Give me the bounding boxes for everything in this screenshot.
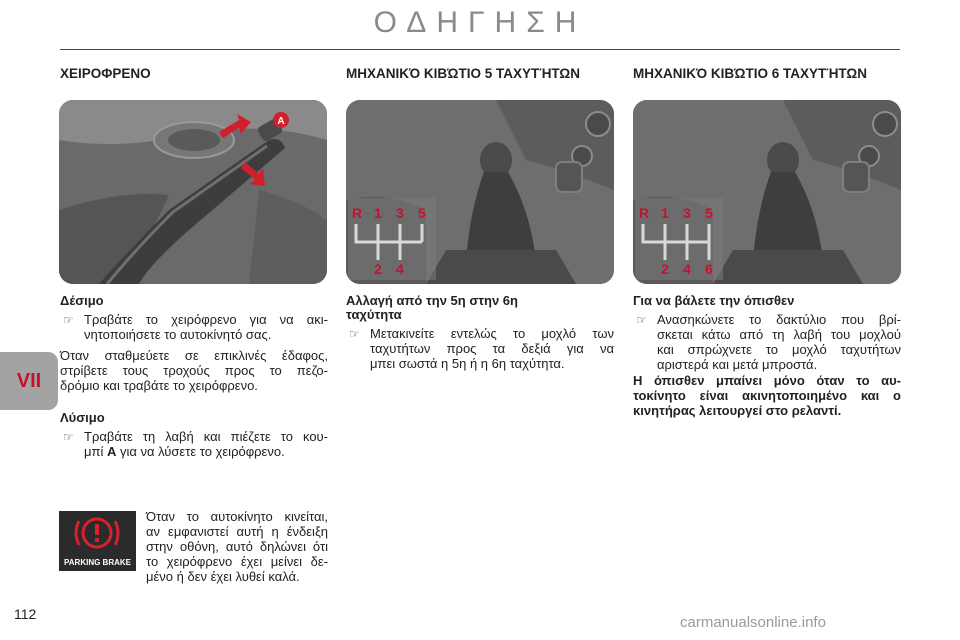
reverse-note-line-2: τοκίνητο είναι ακινητοποιημένο και ο (633, 388, 901, 403)
callout-a-ref: A (106, 444, 117, 459)
shift-line-2: ταχυτήτων προς τα δεξιά για να (370, 341, 614, 356)
shift-line-1: Μετακινείτε εντελώς το μοχλό των (370, 326, 614, 341)
engage-line-1: Τραβάτε το χειρόφρενο για να ακι- (84, 312, 328, 327)
reverse-note-line-3: κινητήρας λειτουργεί στο ρελαντί. (633, 403, 842, 418)
reverse-line-2: σκεται κάτω από τη λαβή του μοχλού (657, 327, 901, 342)
release-title: Λύσιμο (60, 410, 105, 425)
parking-brake-warning-icon (59, 511, 136, 571)
bullet-icon: ☞ (63, 313, 74, 327)
shift-5-6-title-line-1: Αλλαγή από την 5η στην 6η (346, 293, 518, 308)
gear-label-5: 5 (418, 205, 426, 221)
page-title: ΟΔΗΓΗΣΗ (373, 6, 587, 39)
reverse-line-1: Ανασηκώνετε το δακτύλιο που βρί- (657, 312, 901, 327)
bullet-icon: ☞ (63, 430, 74, 444)
gear-label-1: 1 (374, 205, 382, 221)
header-divider (60, 49, 900, 50)
gear-label-1: 1 (661, 205, 669, 221)
shift-5-6-title-line-2: ταχύτητα (346, 307, 402, 322)
gear-label-r: R (639, 205, 650, 221)
handbrake-illustration (59, 100, 327, 284)
gear-label-4: 4 (683, 261, 691, 277)
warning-line-5: μένο ή δεν έχει λυθεί καλά. (146, 569, 300, 584)
engage-line-2: νητοποιήσετε το αυτοκίνητό σας. (84, 327, 272, 342)
gearbox-5-heading: ΜΗΧΑΝΙΚΌ ΚΙΒΏΤΙΟ 5 ΤΑΧΥΤΉΤΩΝ (346, 66, 581, 81)
gear-label-3: 3 (683, 205, 691, 221)
watermark: carmanualsonline.info (680, 614, 826, 631)
chapter-tab[interactable]: VII (0, 352, 58, 410)
gear-label-2: 2 (661, 261, 669, 277)
warning-line-1: Όταν το αυτοκίνητο κινείται, (146, 509, 328, 524)
callout-a-label: A (277, 116, 285, 127)
gear-label-2: 2 (374, 261, 382, 277)
release-line-2: μπί A για να λύσετε το χειρόφρενο. (84, 444, 285, 459)
slope-line-3: δρόμιο και τραβάτε το χειρόφρενο. (60, 378, 258, 393)
release-line-1: Τραβάτε τη λαβή και πιέζετε το κου- (84, 429, 328, 444)
gear-label-3: 3 (396, 205, 404, 221)
warning-line-4: το χειρόφρενο έχει μείνει δε- (146, 554, 328, 569)
reverse-note-line-1: Η όπισθεν μπαίνει μόνο όταν το αυ- (633, 373, 901, 388)
gear-label-4: 4 (396, 261, 404, 277)
shift-line-3: μπει σωστά η 5η ή η 6η ταχύτητα. (370, 356, 565, 371)
page-number: 112 (14, 606, 37, 622)
reverse-line-4: αριστερά και μετά μπροστά. (657, 357, 818, 372)
gear-label-5: 5 (705, 205, 713, 221)
slope-line-2: στρίβετε τους τροχούς προς το πεζο- (60, 363, 328, 378)
gear-label-6: 6 (705, 261, 713, 277)
bullet-icon: ☞ (636, 313, 647, 327)
gearbox-5-illustration (346, 100, 614, 284)
warning-line-2: αν εμφανιστεί αυτή η ένδειξη (146, 524, 328, 539)
reverse-line-3: και σπρώχνετε το μοχλό ταχυτήτων (657, 342, 901, 357)
engage-title: Δέσιμο (60, 293, 104, 308)
bullet-icon: ☞ (349, 327, 360, 341)
gearbox-6-heading: ΜΗΧΑΝΙΚΌ ΚΙΒΏΤΙΟ 6 ΤΑΧΥΤΉΤΩΝ (633, 66, 868, 81)
handbrake-heading: ΧΕΙΡΟΦΡΕΝΟ (60, 66, 151, 81)
gear-label-r: R (352, 205, 363, 221)
parking-brake-caption: PARKING BRAKE (64, 558, 131, 567)
slope-line-1: Όταν σταθμεύετε σε επικλινές έδαφος, (60, 348, 328, 363)
reverse-title: Για να βάλετε την όπισθεν (633, 293, 795, 308)
warning-line-3: στην οθόνη, αυτό δηλώνει ότι (146, 539, 328, 554)
gearbox-6-illustration (633, 100, 901, 284)
